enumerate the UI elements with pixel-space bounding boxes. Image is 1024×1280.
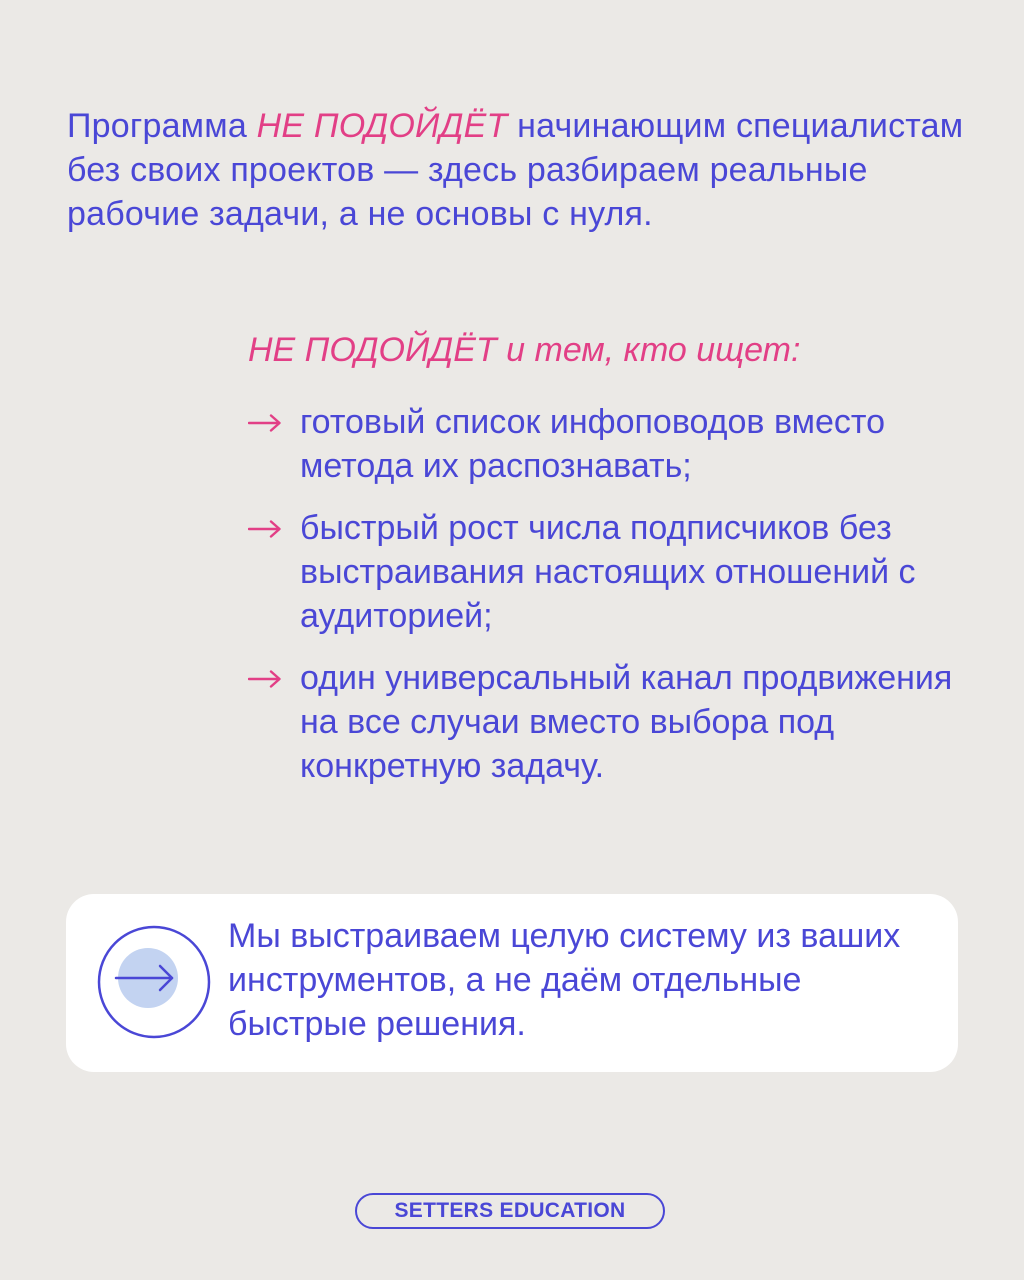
list-item-text: один универсальный канал продвижения на все случаи вместо выбора под конкретную задачу. (300, 659, 953, 785)
arrow-right-icon (248, 520, 282, 538)
brand-badge: SETTERS EDUCATION (355, 1193, 665, 1229)
list-item-text: готовый список инфоповодов вместо метода их распознавать; (300, 403, 886, 485)
list-item (248, 400, 988, 488)
list-item-text: быстрый рост числа подписчиков без выстраивания настоящих отношений с аудиторией; (300, 509, 916, 635)
list-item (248, 506, 988, 638)
list-heading-accent: НЕ ПОДОЙДЁТ (248, 331, 497, 369)
reasons-list (248, 400, 988, 788)
intro-lead: Программа (67, 107, 257, 145)
arrow-right-icon (248, 414, 282, 432)
intro-rest: начинающим специалистам без своих проектов — здесь разбираем реальные рабочие задачи, а не основы с нуля. (67, 107, 964, 233)
arrow-circle-icon (92, 920, 216, 1044)
intro-text (67, 104, 967, 236)
note-card (66, 894, 958, 1072)
not-for-section (248, 326, 988, 806)
note-text: Мы выстраиваем целую систему из ваших инструментов, а не даём отдельные быстрые решения. (228, 917, 901, 1043)
list-heading-rest: и тем, кто ищет: (496, 331, 801, 369)
arrow-right-icon (248, 670, 282, 688)
list-item (248, 656, 988, 788)
intro-accent: НЕ ПОДОЙДЁТ (256, 107, 508, 145)
list-heading (248, 326, 988, 374)
